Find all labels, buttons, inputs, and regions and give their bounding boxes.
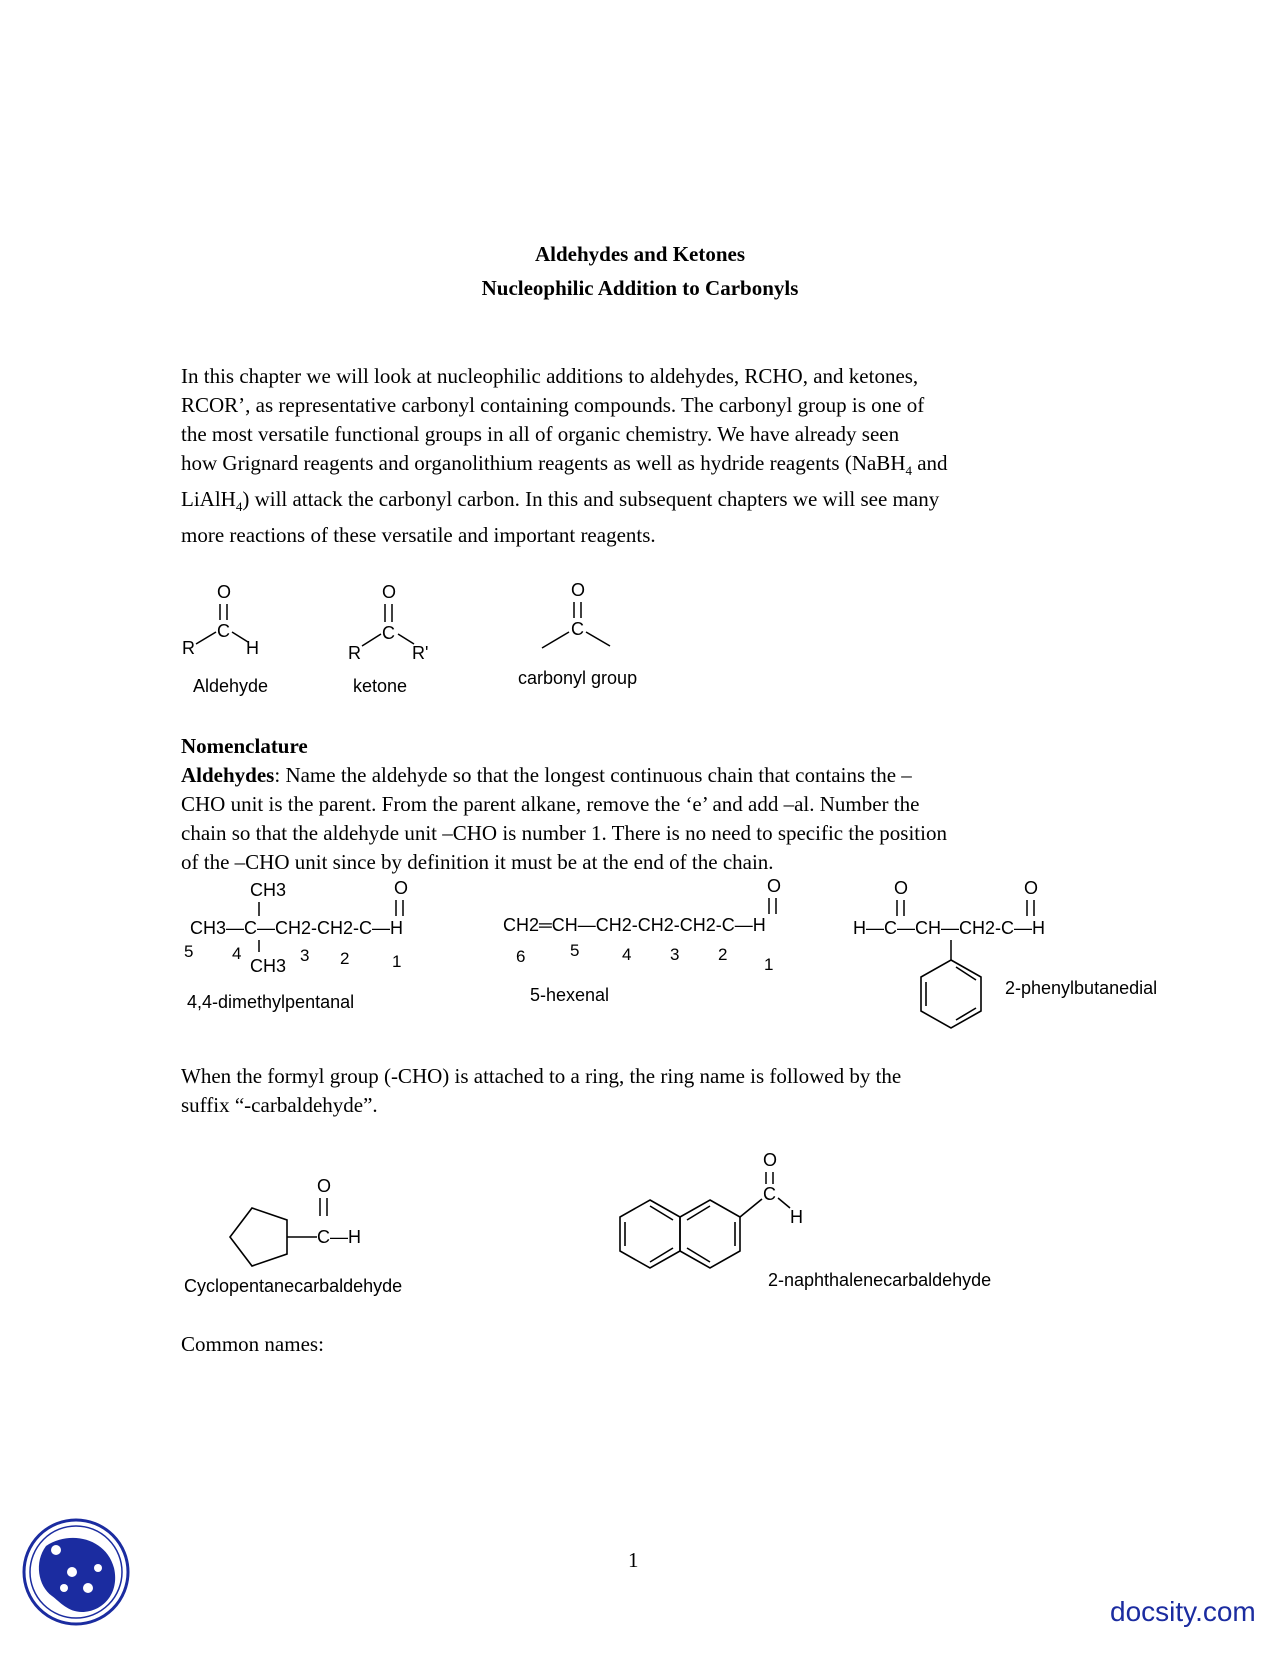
dimethylpentanal-caption: 4,4-dimethylpentanal — [187, 992, 355, 1012]
atom-label: O — [217, 582, 232, 602]
title-line-2: Nucleophilic Addition to Carbonyls — [481, 276, 799, 300]
formyl-paragraph — [181, 1062, 1101, 1120]
atom-label: C — [382, 623, 395, 643]
atom-label: O — [894, 878, 909, 898]
cyclopentane-ring — [230, 1208, 287, 1266]
intro-line — [181, 485, 1101, 521]
formula-label: H—C—CH—CH2-C—H — [853, 918, 1045, 938]
carbon-number: 2 — [718, 945, 728, 964]
atom-label: O — [394, 878, 409, 898]
benzene-ring — [921, 960, 981, 1028]
carbon-number: 3 — [300, 946, 310, 965]
intro-line: In this chapter we will look at nucleophilic additions to aldehydes, RCHO, and ketones, — [181, 364, 919, 388]
atom-label: H — [790, 1207, 803, 1227]
cyclopentane-structure — [230, 1176, 361, 1266]
ring-aldehyde-examples — [200, 1150, 1060, 1290]
nomenclature-section — [181, 732, 1101, 877]
atom-label: C — [763, 1184, 776, 1204]
naphthalene-caption: 2-naphthalenecarbaldehyde — [768, 1270, 992, 1290]
common-names-label: Common names: — [181, 1332, 324, 1356]
formula-label: C—H — [317, 1227, 361, 1247]
atom-label: O — [767, 876, 782, 896]
naphthalene-structure — [620, 1150, 803, 1268]
subscript: 4 — [905, 463, 912, 479]
atom-label: H — [246, 638, 259, 658]
intro-paragraph — [181, 362, 1101, 550]
atom-label: O — [763, 1150, 778, 1170]
hexenal-caption: 5-hexenal — [530, 985, 610, 1005]
carbon-number: 6 — [516, 947, 526, 966]
ketone-caption: ketone — [353, 676, 408, 696]
atom-label: O — [382, 582, 397, 602]
page-number: 1 — [628, 1548, 639, 1572]
nomenclature-line: CHO unit is the parent. From the parent alkane, remove the ‘e’ and add –al. Number the — [181, 792, 920, 816]
dimethylpentanal-structure — [184, 878, 408, 976]
carbon-number: 3 — [670, 945, 680, 964]
ketone-structure — [348, 582, 428, 663]
formula-label: CH3 — [250, 880, 287, 900]
carbon-number: 4 — [622, 945, 632, 964]
phenylbutanedial-caption: 2-phenylbutanedial — [1005, 978, 1158, 998]
intro-text: ) will attack the carbonyl carbon. In this and subsequent chapters we will see many — [242, 487, 940, 512]
formyl-line: suffix “-carbaldehyde”. — [181, 1093, 378, 1117]
atom-label: O — [317, 1176, 332, 1196]
intro-line: more reactions of these versatile and important reagents. — [181, 523, 656, 548]
aldehydes-label: Aldehydes — [181, 763, 275, 787]
carbonyl-group-caption: carbonyl group — [518, 668, 638, 688]
subscript: 4 — [235, 499, 243, 515]
nomenclature-line: of the –CHO unit since by definition it must be at the end of the chain. — [181, 850, 774, 874]
intro-text: how Grignard reagents and organolithium reagents as well as hydride reagents (NaBH — [181, 451, 906, 475]
carbon-number: 1 — [764, 955, 774, 974]
aldehyde-structure — [182, 582, 259, 658]
docsity-watermark[interactable]: docsity.com — [1110, 1596, 1256, 1627]
carbon-number: 5 — [184, 942, 194, 961]
nomenclature-line: chain so that the aldehyde unit –CHO is number 1. There is no need to specific the position — [181, 821, 947, 845]
hexenal-structure — [503, 876, 781, 974]
atom-label: O — [571, 580, 586, 600]
intro-text: and — [911, 451, 948, 475]
atom-label: C — [217, 621, 230, 641]
carbon-number: 2 — [340, 949, 350, 968]
formula-label: CH3—C—CH2-CH2-C—H — [190, 918, 404, 938]
atom-label: O — [1024, 878, 1039, 898]
intro-line — [181, 449, 1101, 485]
atom-label: R — [182, 638, 195, 658]
formula-label: CH3 — [250, 956, 287, 976]
title-line-1: Aldehydes and Ketones — [534, 242, 746, 266]
nomenclature-line — [181, 761, 1101, 790]
atom-label: R — [348, 643, 361, 663]
nomenclature-text: : Name the aldehyde so that the longest continuous chain that contains the – — [274, 763, 912, 787]
aldehyde-examples — [180, 872, 1220, 1042]
formyl-line: When the formyl group (-CHO) is attached to a ring, the ring name is followed by the — [181, 1064, 902, 1088]
aldehyde-caption: Aldehyde — [193, 676, 269, 696]
phenylbutanedial-structure — [853, 878, 1045, 1028]
formula-label: CH2═CH—CH2-CH2-CH2-C—H — [503, 915, 766, 935]
carbonyl-group-structure — [542, 580, 610, 648]
carbon-number: 4 — [232, 944, 242, 963]
cyclopentane-caption: Cyclopentanecarbaldehyde — [184, 1276, 403, 1296]
docsity-logo — [20, 1516, 132, 1628]
intro-line: the most versatile functional groups in all of organic chemistry. We have already seen — [181, 422, 900, 446]
carbon-number: 5 — [570, 941, 580, 960]
atom-label: C — [571, 619, 584, 639]
intro-text: LiAlH — [181, 487, 236, 512]
nomenclature-heading: Nomenclature — [181, 734, 308, 758]
carbon-number: 1 — [392, 952, 402, 971]
intro-line: RCOR’, as representative carbonyl containing compounds. The carbonyl group is one of — [181, 393, 925, 417]
atom-label: R' — [412, 643, 429, 663]
